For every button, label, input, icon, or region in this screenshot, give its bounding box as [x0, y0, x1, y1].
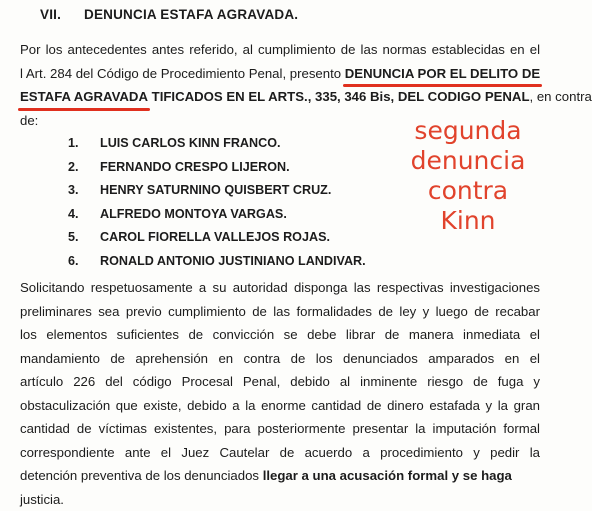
- list-item: [68, 179, 366, 203]
- body-text: detención preventiva de los denunciados: [20, 468, 263, 483]
- body-line: correspondiente ante el Juez Cautelar de acuerdo a procedimiento y pedir la: [20, 441, 540, 465]
- intro-line: Por los antecedentes antes referido, al cumplimiento de las normas establecidas en el: [20, 38, 540, 62]
- accused-name: HENRY SATURNINO QUISBERT CRUZ.: [100, 183, 331, 197]
- list-item: [68, 203, 366, 227]
- annotation-line: denuncia: [398, 146, 538, 176]
- intro-line: [20, 62, 540, 86]
- body-line: [20, 464, 540, 488]
- section-number: VII.: [40, 7, 84, 22]
- body-line: obstaculización que existe, debido a la enorme cantidad de dinero estafada y la gran: [20, 394, 540, 418]
- list-number: 5.: [68, 226, 100, 250]
- intro-line: [20, 85, 540, 109]
- list-number: 6.: [68, 250, 100, 274]
- body-line: artículo 226 del código Procesal Penal, debido al inminente riesgo de fuga y: [20, 370, 540, 394]
- section-title: DENUNCIA ESTAFA AGRAVADA.: [84, 7, 298, 22]
- intro-line: de:: [20, 109, 540, 133]
- body-line: los elementos suficientes de convicción se debe librar de manera inmediata el: [20, 323, 540, 347]
- accused-list: [68, 132, 366, 274]
- body-line: justicia.: [20, 488, 540, 511]
- underlined-offense: ESTAFA AGRAVADA: [20, 85, 148, 109]
- section-heading: [40, 7, 298, 22]
- list-item: [68, 250, 366, 274]
- list-number: 3.: [68, 179, 100, 203]
- body-line: Solicitando respetuosamente a su autoridad disponga las respectivas investigaciones: [20, 276, 540, 300]
- annotation-line: segunda: [398, 116, 538, 146]
- list-item: [68, 156, 366, 180]
- body-line: mandamiento de aprehensión en contra de los denunciados amparados en el: [20, 347, 540, 371]
- list-number: 4.: [68, 203, 100, 227]
- body-line: preliminares sea previo cumplimiento de las formalidades de ley y luego de recabar: [20, 300, 540, 324]
- underlined-charge: DENUNCIA POR EL DELITO DE: [345, 62, 540, 86]
- accused-name: CAROL FIORELLA VALLEJOS ROJAS.: [100, 230, 330, 244]
- body-line: cantidad de víctimas existentes, para posteriormente presentar la imputación formal: [20, 417, 540, 441]
- list-item: [68, 226, 366, 250]
- annotation-line: contra: [398, 176, 538, 206]
- list-item: [68, 132, 366, 156]
- list-number: 2.: [68, 156, 100, 180]
- accused-name: RONALD ANTONIO JUSTINIANO LANDIVAR.: [100, 254, 366, 268]
- red-annotation: [398, 116, 538, 236]
- intro-text: , en contra: [530, 89, 592, 104]
- accused-name: ALFREDO MONTOYA VARGAS.: [100, 207, 287, 221]
- request-paragraph: [20, 276, 540, 511]
- bold-request: llegar a una acusación formal y se haga: [263, 468, 512, 483]
- annotation-line: Kinn: [398, 206, 538, 236]
- legal-articles: TIFICADOS EN EL ARTS., 335, 346 Bis, DEL CODIGO PENAL: [148, 89, 530, 104]
- accused-name: LUIS CARLOS KINN FRANCO.: [100, 136, 281, 150]
- accused-name: FERNANDO CRESPO LIJERON.: [100, 160, 290, 174]
- intro-text: l Art. 284 del Código de Procedimiento Penal, presento: [20, 66, 345, 81]
- list-number: 1.: [68, 132, 100, 156]
